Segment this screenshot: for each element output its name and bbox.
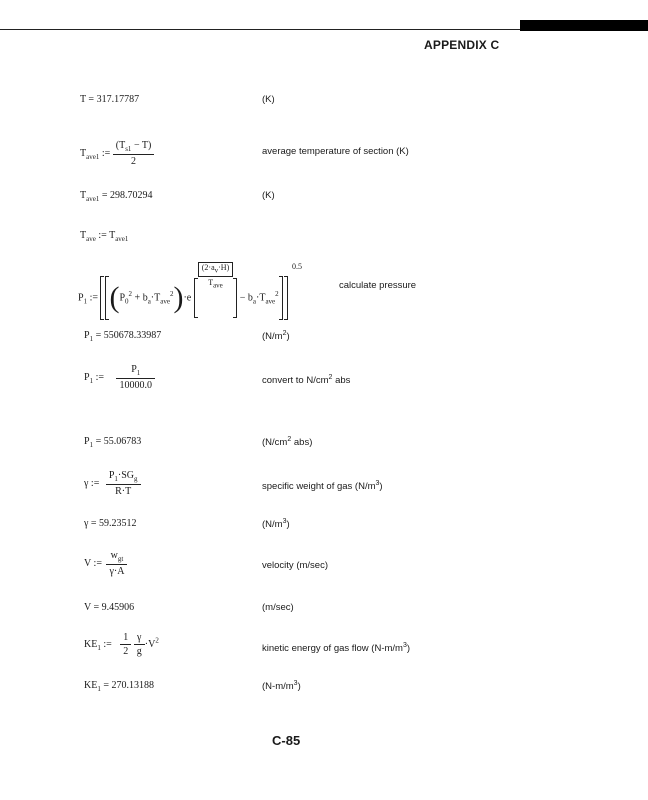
equation-comment: (K) bbox=[262, 190, 275, 201]
fraction: $\frac{P_1\cdot SG_g}{R\cdot T}$ bbox=[106, 470, 141, 497]
equation-comment: $(N-m/m^3)$ bbox=[262, 680, 301, 693]
equation-comment: $(N/m^3)$ bbox=[262, 518, 290, 531]
equation-comment: (m/sec) bbox=[262, 602, 294, 613]
equation-comment: $(N/m^2)$ bbox=[262, 330, 290, 343]
pressure-formula: $P_1$ := $(P_0^2 + b_a\cdot T_{ave}^2)\cdot e$ $\frac{(2\cdot a_v\cdot H)}{T_{ave}}$ − $b_a\cdot T_{ave}^2$ bbox=[78, 276, 288, 320]
equation-comment: velocity (m/sec) bbox=[262, 560, 328, 571]
equation-lhs: $P_1$ := $\frac{P_1}{10000.0}$ bbox=[84, 364, 155, 391]
equation-comment: (K) bbox=[262, 94, 275, 105]
equation-lhs: V := $\frac{w_{gt}}{\gamma\cdot A}$ bbox=[84, 550, 127, 577]
equation-comment: average temperature of section (K) bbox=[262, 146, 409, 157]
header-tab-bar bbox=[520, 20, 648, 31]
equation-lhs: $KE_1$ := $\frac{1}{2}$ $\frac{\gamma}{g}$ $\cdot V^2$ bbox=[84, 632, 159, 657]
equation-lhs: $P_1 = 55.06783$ bbox=[84, 436, 142, 449]
equation-lhs: γ = 59.23512 bbox=[84, 518, 137, 529]
equation-comment: convert to $N/cm^2$ abs bbox=[262, 374, 351, 387]
appendix-label: APPENDIX C bbox=[424, 38, 500, 52]
equation-lhs: T = 317.17787 bbox=[80, 94, 140, 105]
fraction: $\frac{w_{gt}}{\gamma\cdot A}$ bbox=[106, 550, 127, 577]
equation-lhs: γ := $\frac{P_1\cdot SG_g}{R\cdot T}$ bbox=[84, 470, 141, 497]
equation-lhs: $T_{ave}$ := $T_{ave1}$ bbox=[80, 230, 129, 243]
equation-lhs: $P_1 = 550678.33987$ bbox=[84, 330, 162, 343]
equation-lhs: $KE_1 = 270.13188$ bbox=[84, 680, 154, 693]
fraction: $\frac{(T_{s1} - T)}{2}$ bbox=[113, 140, 155, 167]
equation-comment: ($N/cm^2$ abs) bbox=[262, 436, 313, 449]
page-number: C-85 bbox=[272, 733, 301, 748]
equation-comment: kinetic energy of gas flow $(N-m/m^3)$ bbox=[262, 642, 411, 655]
equation-lhs: V = 9.45906 bbox=[84, 602, 135, 613]
pressure-formula-row bbox=[0, 262, 648, 312]
fraction: $\frac{P_1}{10000.0}$ bbox=[116, 364, 155, 391]
equation-lhs: $T_{ave1}$ := $\frac{(T_{s1} - T)}{2}$ bbox=[80, 140, 154, 167]
formula-exponent: 0.5 bbox=[292, 262, 302, 271]
equation-comment: calculate pressure bbox=[339, 280, 417, 291]
equation-comment: specific weight of gas $(N/m^3)$ bbox=[262, 480, 383, 493]
equation-lhs: $T_{ave1} = 298.70294$ bbox=[80, 190, 153, 203]
